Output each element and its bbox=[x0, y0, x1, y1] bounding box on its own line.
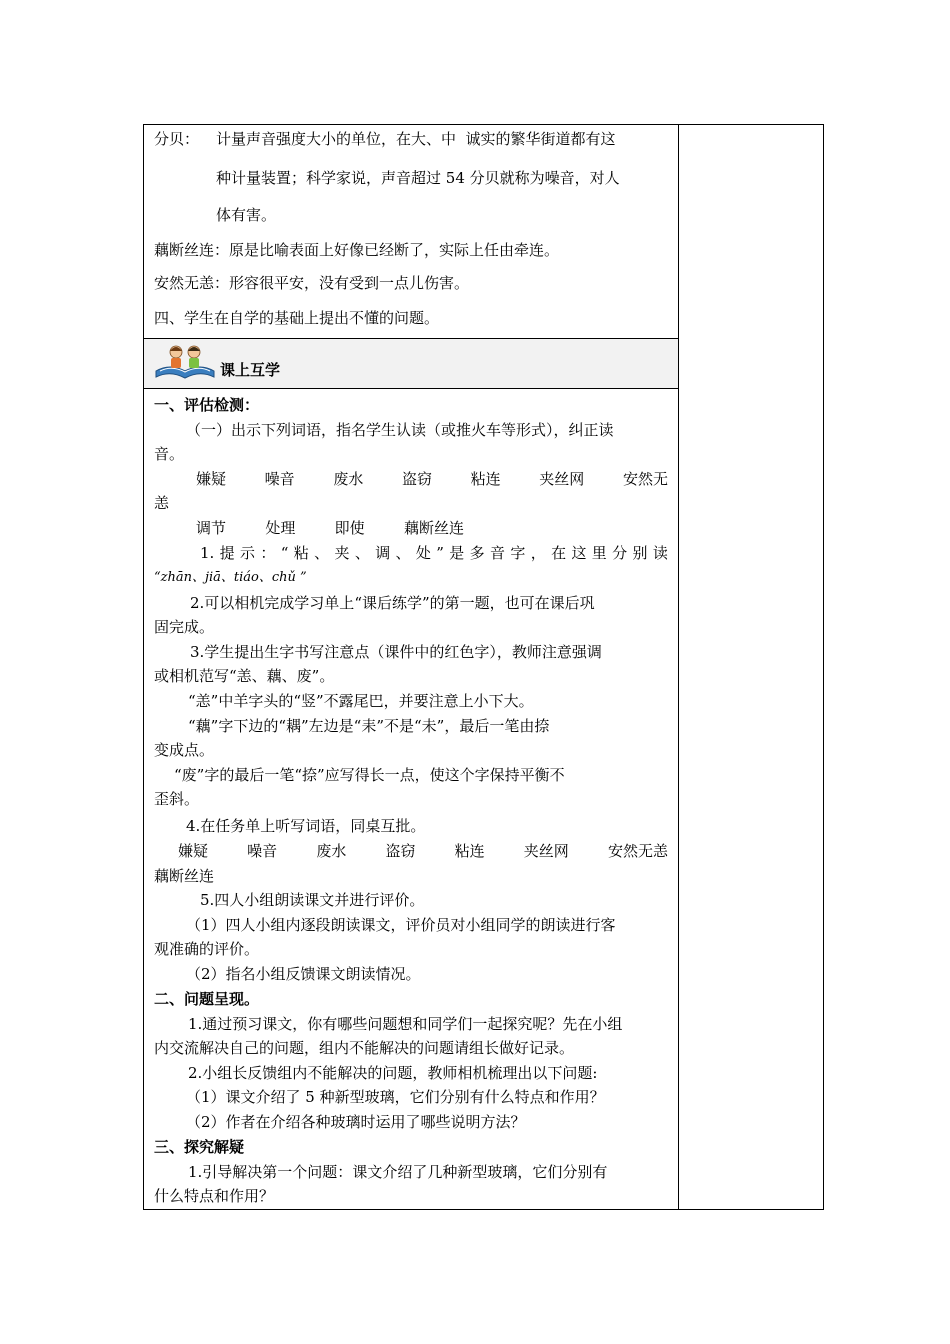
tip-line bbox=[200, 543, 668, 563]
word: 噪音 bbox=[247, 842, 278, 860]
word: 调节 bbox=[196, 519, 227, 537]
paragraph-line: 1.通过预习课文，你有哪些问题想和同学们一起探究呢？先在小组 bbox=[188, 1015, 623, 1033]
word-list bbox=[196, 518, 464, 538]
word: 废水 bbox=[316, 842, 347, 860]
tip-char: 分 bbox=[612, 544, 628, 562]
section-heading: 一、评估检测： bbox=[154, 396, 260, 414]
tip-char: 提 bbox=[219, 544, 235, 562]
paragraph-line: 什么特点和作用？ bbox=[154, 1187, 275, 1205]
paragraph-line: 变成点。 bbox=[154, 741, 215, 759]
paragraph-line: 2.可以相机完成学习单上“课后练学”的第一题，也可在课后巩 bbox=[190, 594, 595, 612]
paragraph-line: 3.学生提出生字书写注意点（课件中的红色字），教师注意强调 bbox=[190, 643, 602, 661]
word: 嫌疑 bbox=[196, 470, 227, 488]
tip-char: ： bbox=[260, 544, 276, 562]
paragraph-line: “藕”字下边的“耦”左边是“耒”不是“未”，最后一笔由捺 bbox=[188, 717, 550, 735]
section-heading: 二、问题呈现。 bbox=[154, 990, 260, 1008]
word: 夹丝网 bbox=[523, 842, 569, 860]
section-heading: 三、探究解疑 bbox=[154, 1138, 245, 1156]
tip-char: 、 bbox=[395, 544, 411, 562]
paragraph-line: 音。 bbox=[154, 445, 185, 463]
paragraph-line: “废”字的最后一笔“捺”应写得长一点，使这个字保持平衡不 bbox=[174, 766, 565, 784]
tip-char: 在 bbox=[551, 544, 567, 562]
tip-char: “ bbox=[280, 544, 289, 562]
paragraph-line: 歪斜。 bbox=[154, 790, 200, 808]
tip-char: 读 bbox=[652, 544, 668, 562]
word-list bbox=[178, 841, 668, 861]
tip-char: 这 bbox=[571, 544, 587, 562]
tip-char: 是 bbox=[449, 544, 465, 562]
banner-title: 课上互学 bbox=[220, 361, 281, 379]
word: 安然无 bbox=[622, 470, 668, 488]
tip-char: 示 bbox=[240, 544, 256, 562]
glossary-entry: 藕断丝连：原是比喻表面上好像已经断了，实际上任由牵连。 bbox=[154, 241, 560, 259]
paragraph-line: 4.在任务单上听写词语，同桌互批。 bbox=[186, 817, 426, 835]
children-reading-book-icon bbox=[154, 341, 216, 381]
word-continuation: 恙 bbox=[154, 494, 170, 512]
pinyin-line: “zhān、jiā、tiáo、chǔ ” bbox=[154, 570, 307, 585]
word-continuation: 藕断丝连 bbox=[154, 867, 215, 885]
word: 夹丝网 bbox=[539, 470, 585, 488]
glossary-definition: 计量声音强度大小的单位，在大、中 诚实的繁华街道都有这 bbox=[216, 130, 616, 148]
tip-char: 1. bbox=[200, 544, 215, 562]
paragraph-line: 或相机范写“恙、藕、废”。 bbox=[154, 667, 335, 685]
paragraph-line: 固完成。 bbox=[154, 618, 215, 636]
word: 即使 bbox=[334, 519, 365, 537]
tip-char: 粘 bbox=[293, 544, 309, 562]
word: 废水 bbox=[333, 470, 364, 488]
tip-char: 别 bbox=[632, 544, 648, 562]
paragraph-line: （1）课文介绍了 5 种新型玻璃，它们分别有什么特点和作用？ bbox=[186, 1088, 605, 1106]
word-list bbox=[196, 469, 668, 489]
paragraph-line: （1）四人小组内逐段朗读课文，评价员对小组同学的朗读进行客 bbox=[186, 916, 616, 934]
tip-char: ， bbox=[530, 544, 546, 562]
column-divider bbox=[678, 125, 679, 1209]
paragraph-line: “恙”中羊字头的“竖”不露尾巴，并要注意上小下大。 bbox=[188, 692, 534, 710]
paragraph-line: 观准确的评价。 bbox=[154, 940, 260, 958]
tip-char: 调 bbox=[375, 544, 391, 562]
tip-char: ” bbox=[436, 544, 444, 562]
paragraph-line: 1.引导解决第一个问题：课文介绍了几种新型玻璃，它们分别有 bbox=[188, 1163, 608, 1181]
tip-char: 多 bbox=[469, 544, 485, 562]
glossary-entry: 四、学生在自学的基础上提出不懂的问题。 bbox=[154, 309, 440, 327]
paragraph-line: 内交流解决自己的问题，组内不能解决的问题请组长做好记录。 bbox=[154, 1039, 575, 1057]
paragraph-line: 2.小组长反馈组内不能解决的问题，教师相机梳理出以下问题: bbox=[188, 1064, 598, 1082]
row-divider bbox=[144, 388, 678, 389]
word: 处理 bbox=[265, 519, 296, 537]
paragraph-line: （2）作者在介绍各种玻璃时运用了哪些说明方法？ bbox=[186, 1113, 526, 1131]
word: 盗窃 bbox=[385, 842, 416, 860]
word: 嫌疑 bbox=[178, 842, 209, 860]
glossary-entry: 安然无恙：形容很平安，没有受到一点儿伤害。 bbox=[154, 274, 470, 292]
tip-char: 处 bbox=[415, 544, 431, 562]
paragraph-line: （2）指名小组反馈课文朗读情况。 bbox=[186, 965, 421, 983]
tip-char: 、 bbox=[314, 544, 330, 562]
tip-char: 夹 bbox=[334, 544, 350, 562]
glossary-term: 分贝： bbox=[154, 130, 200, 148]
word: 盗窃 bbox=[401, 470, 432, 488]
tip-char: 里 bbox=[591, 544, 607, 562]
word: 粘连 bbox=[470, 470, 501, 488]
word: 藕断丝连 bbox=[403, 519, 464, 537]
glossary-definition: 种计量装置；科学家说，声音超过 54 分贝就称为噪音，对人 bbox=[216, 169, 620, 187]
tip-char: 、 bbox=[354, 544, 370, 562]
word: 安然无恙 bbox=[607, 842, 668, 860]
lesson-table bbox=[143, 124, 824, 1210]
word: 噪音 bbox=[264, 470, 295, 488]
glossary-definition: 体有害。 bbox=[216, 206, 277, 224]
tip-char: 音 bbox=[490, 544, 506, 562]
row-divider bbox=[144, 338, 678, 339]
word: 粘连 bbox=[454, 842, 485, 860]
tip-char: 字 bbox=[510, 544, 526, 562]
paragraph-line: （一）出示下列词语，指名学生认读（或推火车等形式），纠正读 bbox=[186, 421, 614, 439]
paragraph-line: 5.四人小组朗读课文并进行评价。 bbox=[200, 891, 425, 909]
